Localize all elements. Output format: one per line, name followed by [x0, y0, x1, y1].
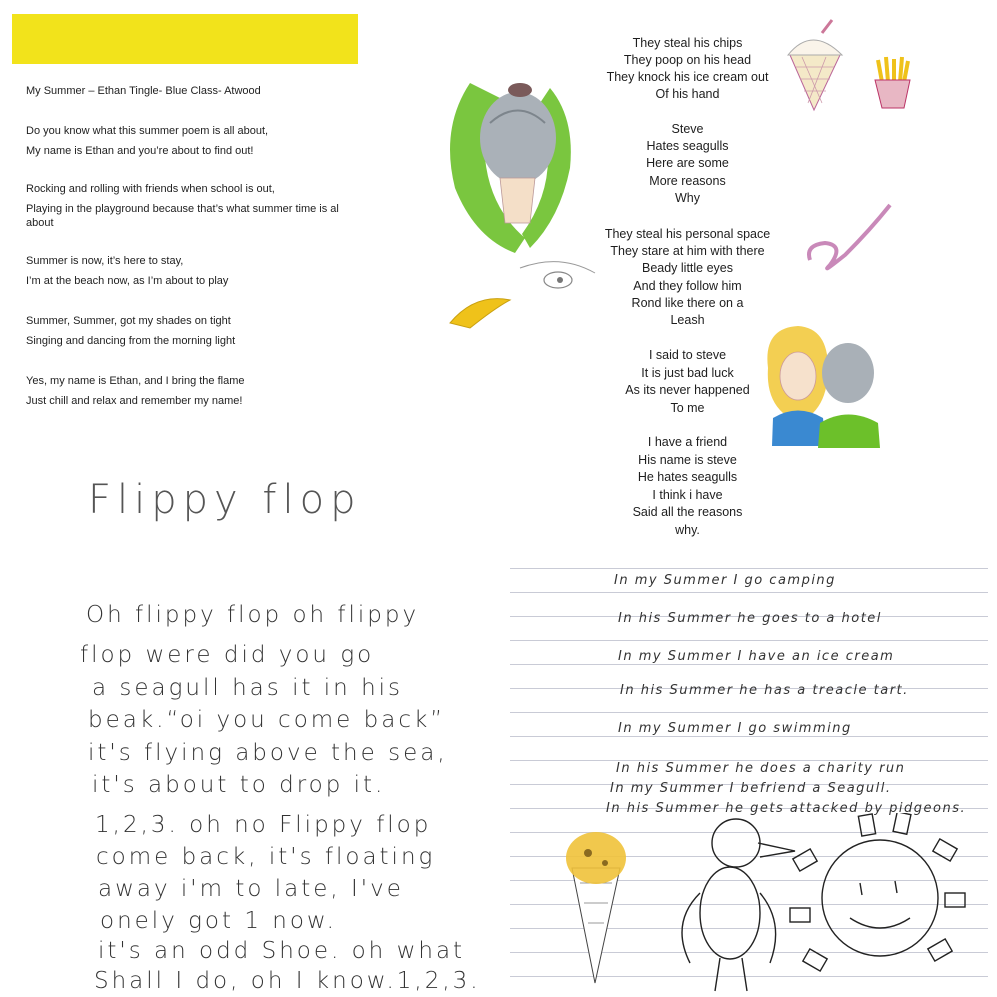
seagull-drawing — [682, 819, 795, 991]
poem-line: Summer, Summer, got my shades on tight — [26, 315, 231, 327]
handwritten-title: Flippy flop — [88, 477, 362, 523]
handwritten-line: In my Summer I go camping — [614, 573, 836, 588]
poem-line: They steal his chips — [632, 36, 743, 50]
poem-line: Do you know what this summer poem is all about, — [26, 125, 269, 137]
poem-my-summer-lined-page — [510, 545, 988, 997]
handwritten-line: In my Summer I go swimming — [618, 721, 852, 736]
poem-line: Yes, my name is Ethan, and I bring the flame — [26, 375, 245, 387]
handwritten-line: In my Summer I befriend a Seagull. — [610, 781, 892, 796]
poem-line: To me — [670, 401, 705, 415]
poem-title: My Summer – Ethan Tingle- Blue Class- Atwood — [26, 85, 261, 97]
poem-line: As its never happened — [625, 383, 750, 397]
two-children-drawing — [758, 318, 888, 453]
squiggle-drawing — [800, 195, 900, 280]
poem-line: why. — [675, 523, 700, 537]
poem-line: They steal his personal space — [604, 227, 771, 241]
poem-line: Singing and dancing from the morning light — [26, 335, 236, 347]
poem-line: Beady little eyes — [641, 261, 734, 275]
poem-line: My name is Ethan and you’re about to find out! — [26, 145, 254, 157]
handwritten-line: 1,2,3. oh no Flippy flop — [95, 812, 432, 838]
poem-line: He hates seagulls — [637, 470, 738, 484]
poem-line: More reasons — [649, 174, 726, 188]
poem-line: Rocking and rolling with friends when school is out, — [26, 183, 275, 195]
poem-line: Summer is now, it’s here to stay, — [26, 255, 184, 267]
poem-my-summer-page — [10, 8, 600, 423]
poem-line: It is just bad luck — [641, 366, 734, 380]
handwritten-line: come back, it's floating — [96, 844, 436, 870]
lined-page-drawings — [550, 813, 988, 993]
handwritten-line: away i'm to late, I've — [98, 876, 404, 902]
handwritten-line: beak.“oi you come back” — [88, 707, 446, 733]
handwritten-line: flop were did you go — [80, 642, 375, 668]
handwritten-line: a seagull has it in his — [92, 675, 404, 701]
poem-line: Rond like there on a — [631, 296, 744, 310]
poem-line: Just chill and relax and remember my name! — [26, 395, 243, 407]
sun-drawing — [790, 813, 965, 971]
poem-line: I have a friend — [647, 435, 728, 449]
poem-line: Hates seagulls — [646, 139, 729, 153]
handwritten-line: Shall I do, oh I know.1,2,3. — [94, 968, 481, 994]
handwritten-line: In his Summer he has a treacle tart. — [620, 683, 909, 698]
poem-line: Said all the reasons — [632, 505, 743, 519]
poem-line: I’m at the beach now, as I’m about to play — [26, 275, 229, 287]
chips-drawing — [870, 52, 920, 112]
poem-line: His name is steve — [638, 453, 737, 467]
handwritten-line: In his Summer he goes to a hotel — [618, 611, 882, 626]
handwritten-line: it's about to drop it. — [92, 772, 386, 798]
ice-cream-drawing — [782, 15, 852, 115]
handwritten-line: Oh flippy flop oh flippy — [86, 602, 420, 628]
handwritten-line: In his Summer he gets attacked by pidgeons. — [606, 801, 967, 816]
poem-line: Playing in the playground because that’s what summer time is al about — [26, 203, 339, 229]
poem-flippy-flop-page — [10, 440, 520, 997]
handwritten-line: In my Summer I have an ice cream — [618, 649, 895, 664]
poem-line: They poop on his head — [623, 53, 752, 67]
poem-line: I think i have — [652, 488, 723, 502]
poem-line: Here are some — [646, 156, 729, 170]
poem-line: Leash — [670, 313, 705, 327]
handwritten-line: onely got 1 now. — [100, 908, 337, 934]
poem-line: They stare at him with there — [610, 244, 765, 258]
yellow-highlight-bar — [12, 14, 358, 64]
handwritten-line: it's flying above the sea, — [88, 740, 448, 766]
ice-cream-cone-drawing — [566, 832, 626, 983]
poem-line: Of his hand — [655, 87, 720, 101]
poem-steve-page — [520, 0, 990, 548]
poem-line: Steve — [671, 122, 704, 136]
handwritten-line: In his Summer he does a charity run — [616, 761, 906, 776]
handwritten-line: it's an odd Shoe. oh what — [98, 938, 466, 964]
poem-line: I said to steve — [648, 348, 727, 362]
poem-line: They knock his ice cream out — [606, 70, 769, 84]
poem-line: Why — [675, 191, 700, 205]
poem-line: And they follow him — [633, 279, 742, 293]
